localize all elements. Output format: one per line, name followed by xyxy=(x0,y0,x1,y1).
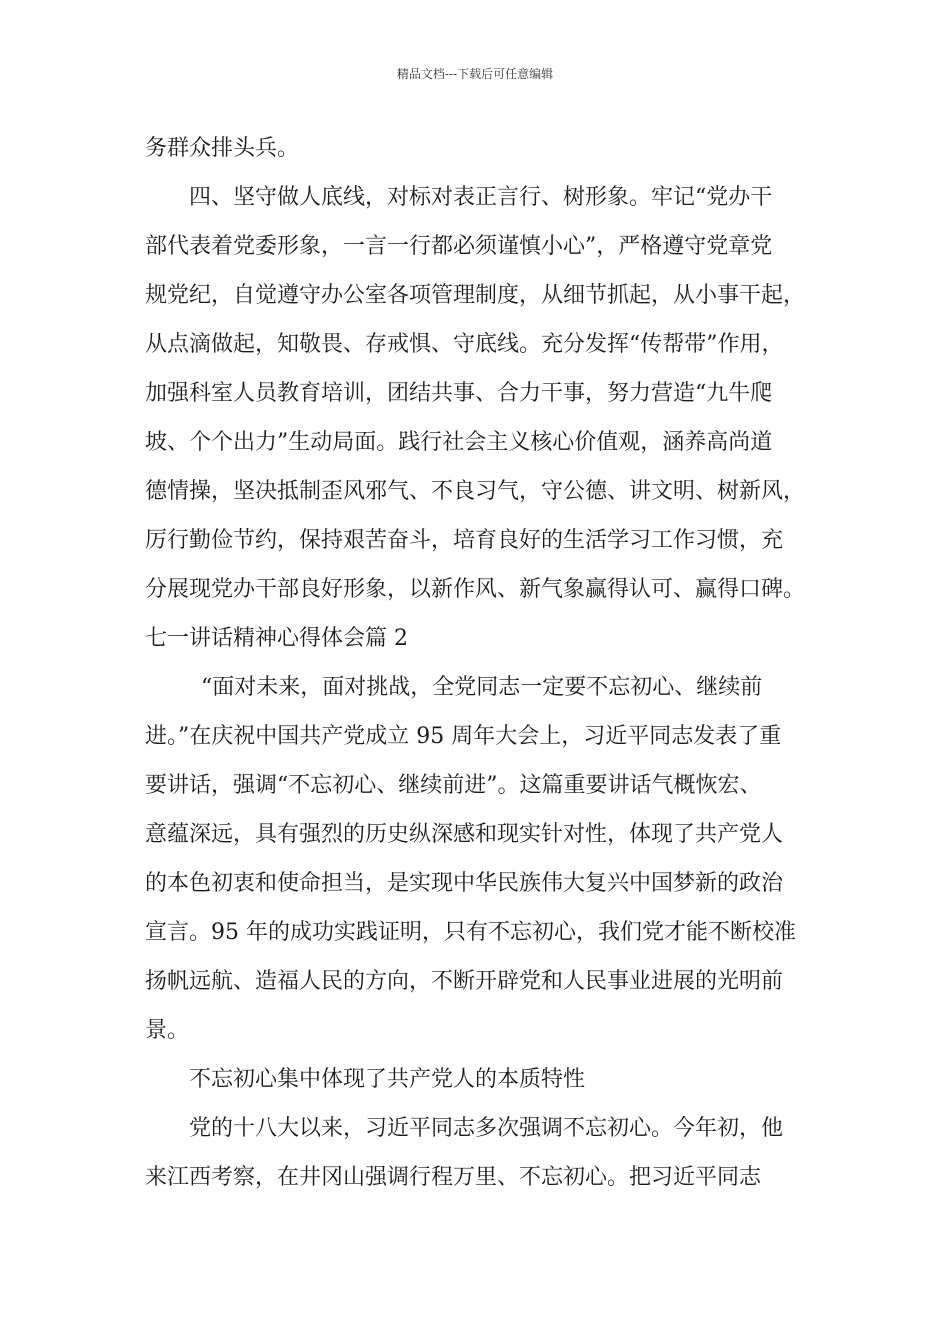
subheading: 不忘初心集中体现了共产党人的本质特性 xyxy=(189,1067,586,1092)
text-line: 党的十八大以来，习近平同志多次强调不忘初心。今年初，他 xyxy=(189,1116,784,1141)
text-line: 意蕴深远，具有强烈的历史纵深感和现实针对性，体现了共产党人 xyxy=(145,822,784,847)
document-body xyxy=(145,124,810,1202)
section-heading: 七一讲话精神心得体会篇 2 xyxy=(145,626,408,651)
text-line: 部代表着党委形象，一言一行都必须谨慎小心”，严格遵守党章党 xyxy=(145,234,773,259)
text-line: 务群众排头兵。 xyxy=(145,136,300,161)
text-line: 规党纪，自觉遵守办公室各项管理制度，从细节抓起，从小事干起， xyxy=(145,283,806,308)
text-line: 厉行勤俭节约，保持艰苦奋斗，培育良好的生活学习工作习惯，充 xyxy=(145,528,784,553)
text-line: 要讲话，强调“不忘初心、继续前进”。这篇重要讲话气概恢宏、 xyxy=(145,773,762,798)
text-line: 分展现党办干部良好形象，以新作风、新气象赢得认可、赢得口碑。 xyxy=(145,577,806,602)
text-line: 四、坚守做人底线，对标对表正言行、树形象。牢记“党办干 xyxy=(189,185,773,210)
text-line: 景。 xyxy=(145,1018,190,1043)
text-line: 来江西考察，在井冈山强调行程万里、不忘初心。把习近平同志 xyxy=(145,1165,762,1190)
text-line: 德情操，坚决抵制歪风邪气、不良习气，守公德、讲文明、树新风， xyxy=(145,479,806,504)
text-line: “面对未来，面对挑战，全党同志一定要不忘初心、继续前 xyxy=(201,675,763,700)
text-line: 进。”在庆祝中国共产党成立 95 周年大会上，习近平同志发表了重 xyxy=(145,724,782,749)
text-line: 扬帆远航、造福人民的方向，不断开辟党和人民事业进展的光明前 xyxy=(145,969,784,994)
text-line: 坡、个个出力”生动局面。践行社会主义核心价值观，涵养高尚道 xyxy=(145,430,773,455)
text-line: 从点滴做起，知敬畏、存戒惧、守底线。充分发挥“传帮带”作用， xyxy=(145,332,784,357)
text-line: 的本色初衷和使命担当，是实现中华民族伟大复兴中国梦新的政治 xyxy=(145,871,784,896)
text-line: 加强科室人员教育培训，团结共事、合力干事，努力营造“九牛爬 xyxy=(145,381,773,406)
text-line: 宣言。95 年的成功实践证明，只有不忘初心，我们党才能不断校准 xyxy=(145,920,796,945)
page-header: 精品文档---下载后可任意编辑 xyxy=(396,67,554,81)
